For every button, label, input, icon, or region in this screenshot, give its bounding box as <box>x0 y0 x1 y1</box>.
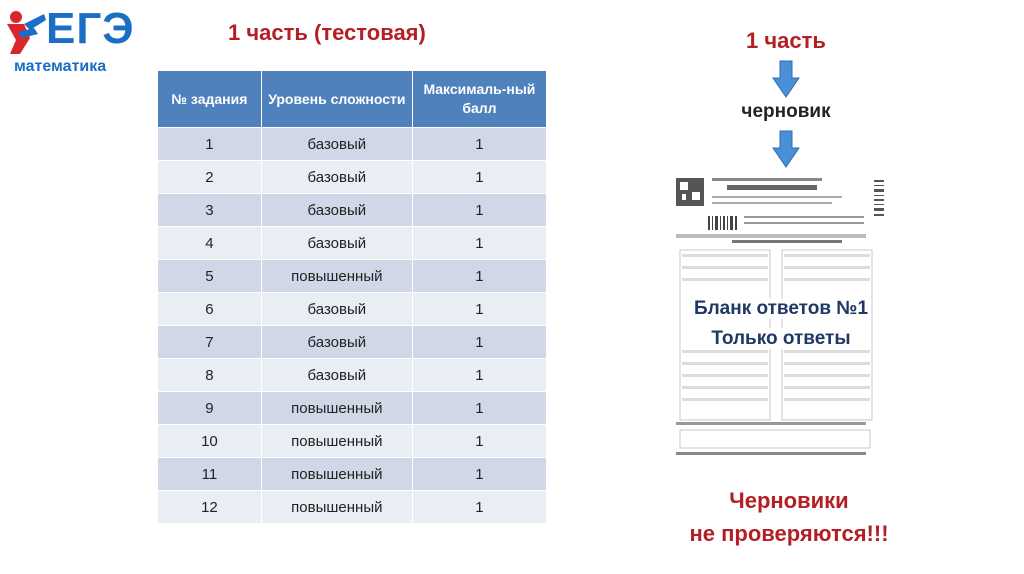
down-arrow-icon <box>772 60 800 98</box>
header-task-number: № задания <box>158 71 262 128</box>
max-score-cell: 1 <box>412 359 546 392</box>
task-number-cell: 1 <box>158 128 262 161</box>
max-score-cell: 1 <box>412 326 546 359</box>
difficulty-cell: базовый <box>261 227 412 260</box>
table-row <box>158 491 547 524</box>
difficulty-cell: повышенный <box>261 260 412 293</box>
draft-label: черновик <box>741 101 831 122</box>
max-score-cell: 1 <box>412 458 546 491</box>
ege-logo <box>4 4 154 74</box>
difficulty-cell: базовый <box>261 326 412 359</box>
answer-sheet-title: Бланк ответов №1 <box>693 298 869 319</box>
table-row <box>158 194 547 227</box>
table-row <box>158 326 547 359</box>
drafts-warning <box>660 484 918 550</box>
difficulty-cell: повышенный <box>261 425 412 458</box>
logo-subtitle: математика <box>14 58 107 75</box>
task-number-cell: 11 <box>158 458 262 491</box>
difficulty-cell: базовый <box>261 359 412 392</box>
answer-sheet-caption <box>672 294 890 354</box>
task-number-cell: 6 <box>158 293 262 326</box>
logo-figure-icon <box>4 8 48 56</box>
max-score-cell: 1 <box>412 425 546 458</box>
table-header-row <box>158 71 547 128</box>
task-number-cell: 12 <box>158 491 262 524</box>
page-title: 1 часть (тестовая) <box>228 20 426 45</box>
table-row <box>158 227 547 260</box>
difficulty-cell: повышенный <box>261 458 412 491</box>
task-number-cell: 10 <box>158 425 262 458</box>
table-row <box>158 392 547 425</box>
max-score-cell: 1 <box>412 227 546 260</box>
max-score-cell: 1 <box>412 161 546 194</box>
drafts-warning-line2: не проверяются!!! <box>689 521 889 546</box>
difficulty-cell: базовый <box>261 161 412 194</box>
table-body <box>158 128 547 524</box>
max-score-cell: 1 <box>412 392 546 425</box>
table-row <box>158 359 547 392</box>
down-arrow-icon <box>772 130 800 168</box>
table-row <box>158 128 547 161</box>
table-row <box>158 425 547 458</box>
max-score-cell: 1 <box>412 194 546 227</box>
max-score-cell: 1 <box>412 293 546 326</box>
logo-text: ЕГЭ <box>46 4 135 53</box>
difficulty-cell: базовый <box>261 194 412 227</box>
table-row <box>158 293 547 326</box>
tasks-table <box>157 70 547 524</box>
difficulty-cell: базовый <box>261 293 412 326</box>
task-number-cell: 7 <box>158 326 262 359</box>
table-row <box>158 458 547 491</box>
difficulty-cell: повышенный <box>261 392 412 425</box>
part-label: 1 часть <box>746 28 826 53</box>
max-score-cell: 1 <box>412 260 546 293</box>
task-number-cell: 2 <box>158 161 262 194</box>
header-difficulty: Уровень сложности <box>261 71 412 128</box>
task-number-cell: 9 <box>158 392 262 425</box>
table-row <box>158 260 547 293</box>
task-number-cell: 3 <box>158 194 262 227</box>
task-number-cell: 5 <box>158 260 262 293</box>
max-score-cell: 1 <box>412 491 546 524</box>
table-row <box>158 161 547 194</box>
answer-sheet-subtitle: Только ответы <box>711 328 851 349</box>
task-number-cell: 4 <box>158 227 262 260</box>
difficulty-cell: повышенный <box>261 491 412 524</box>
difficulty-cell: базовый <box>261 128 412 161</box>
max-score-cell: 1 <box>412 128 546 161</box>
drafts-warning-line1: Черновики <box>729 488 849 513</box>
header-max-score: Максималь-ный балл <box>412 71 546 128</box>
task-number-cell: 8 <box>158 359 262 392</box>
